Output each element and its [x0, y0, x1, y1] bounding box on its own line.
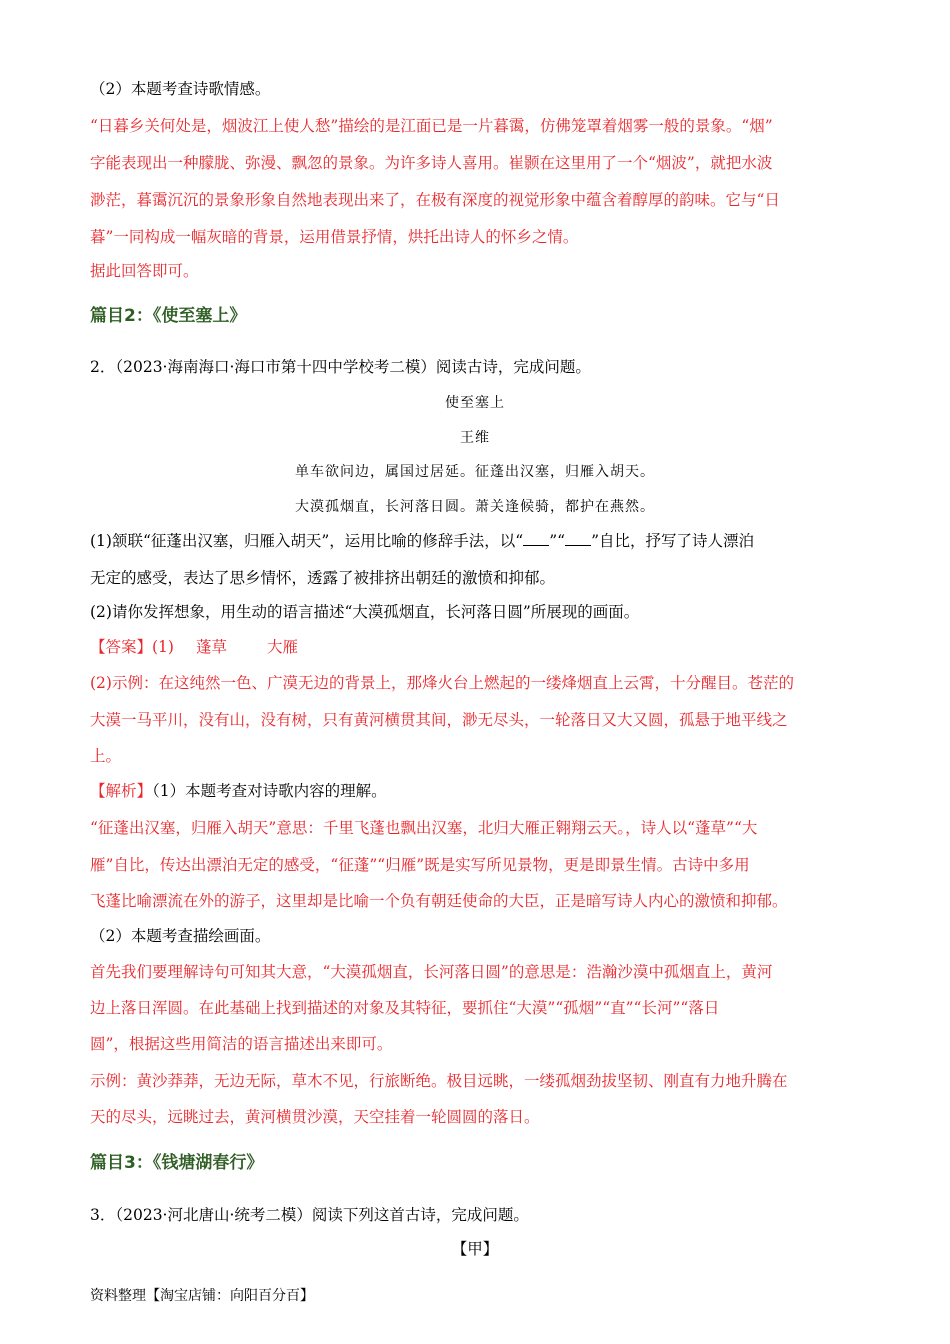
answer-blank[interactable] [523, 531, 549, 546]
analysis-text-line: “征蓬出汉塞，归雁入胡天”意思：千里飞蓬也飘出汉塞，北归大雁正翱翔云天。，诗人以“蓬草”“大 [90, 819, 758, 837]
answer-item: 蓬草 [195, 638, 227, 656]
analysis-text-line: 首先我们要理解诗句可知其大意，“大漠孤烟直，长河落日圆”的意思是：浩瀚沙漠中孤烟直上，黄河 [90, 963, 773, 981]
answer-text-line: 上。 [90, 747, 122, 765]
analysis-text-line: 边上落日浑圆。在此基础上找到描述的对象及其特征，要抓住“大漠”“孤烟”“直”“长河”“落日 [90, 999, 720, 1017]
answer-blank[interactable] [565, 531, 591, 546]
analysis-text-line: 天的尽头，远眺过去，黄河横贯沙漠，天空挂着一轮圆圆的落日。 [90, 1108, 540, 1126]
section-heading-2: 篇目2：《使至塞上》 [90, 306, 247, 326]
analysis-conclusion: 据此回答即可。 [90, 262, 199, 280]
analysis-text-line: 暮”一同构成一幅灰暗的背景，运用借景抒情，烘托出诗人的怀乡之情。 [90, 228, 579, 246]
analysis-label: 【解析】 [90, 782, 153, 800]
answer-item: 大雁 [266, 638, 298, 656]
poem-line: 大漠孤烟直，长河落日圆。萧关逢候骑，都护在燕然。 [295, 499, 655, 515]
analysis-2-head: （2）本题考查描绘画面。 [90, 927, 271, 945]
sub-question-1-text: ”“ [549, 532, 566, 550]
question-2-intro: 2．（2023·海南海口·海口市第十四中学校考二模）阅读古诗，完成问题。 [90, 358, 591, 376]
answer-line [90, 636, 298, 658]
answer-text-line: (2)示例：在这纯然一色、广漠无边的背景上，那烽火台上燃起的一缕烽烟直上云霄，十分醒目。苍茫的 [90, 674, 794, 692]
sub-question-1-text: (1)颔联“征蓬出汉塞，归雁入胡天”，运用比喻的修辞手法，以“ [90, 532, 524, 550]
poem-label-jia: 【甲】 [451, 1240, 499, 1258]
section-heading-3: 篇目3：《钱塘湖春行》 [90, 1153, 264, 1173]
analysis-line [90, 780, 387, 802]
answer-label: 【答案】(1) [90, 638, 174, 656]
poem-line: 单车欲问边，属国过居延。征蓬出汉塞，归雁入胡天。 [295, 464, 655, 480]
poem-title: 使至塞上 [445, 395, 505, 411]
page-footer: 资料整理【淘宝店铺：向阳百分百】 [90, 1288, 314, 1304]
q2-analysis-head: （2）本题考查诗歌情感。 [90, 80, 271, 98]
poem-author: 王维 [460, 430, 490, 446]
sub-question-1-text: ”自比，抒写了诗人漂泊 [591, 532, 755, 550]
analysis-text-line: 字能表现出一种朦胧、弥漫、飘忽的景象。为许多诗人喜用。崔颢在这里用了一个“烟波”，就把水波 [90, 154, 773, 172]
analysis-text-line: 圆”，根据这些用简洁的语言描述出来即可。 [90, 1035, 393, 1053]
analysis-text-line: 示例：黄沙莽莽，无边无际，草木不见，行旅断绝。极目远眺，一缕孤烟劲拔坚韧、刚直有力地升腾在 [90, 1072, 788, 1090]
analysis-text-line: 渺茫，暮霭沉沉的景象形象自然地表现出来了，在极有深度的视觉形象中蕴含着醇厚的韵味。它与“日 [90, 191, 780, 209]
analysis-head: （1）本题考查对诗歌内容的理解。 [152, 782, 387, 800]
analysis-text-line: 飞蓬比喻漂流在外的游子，这里却是比喻一个负有朝廷使命的大臣，正是暗写诗人内心的激愤和抑郁。 [90, 892, 788, 910]
analysis-text-line: “日暮乡关何处是，烟波江上使人愁”描绘的是江面已是一片暮霭，仿佛笼罩着烟雾一般的景象。“烟” [90, 117, 773, 135]
sub-question-2: (2)请你发挥想象，用生动的语言描述“大漠孤烟直，长河落日圆”所展现的画面。 [90, 603, 640, 621]
analysis-text-line: 雁”自比，传达出漂泊无定的感受，“征蓬”“归雁”既是实写所见景物，更是即景生情。古诗中多用 [90, 856, 750, 874]
question-3-intro: 3．（2023·河北唐山·统考二模）阅读下列这首古诗，完成问题。 [90, 1206, 529, 1224]
sub-question-1-line2: 无定的感受，表达了思乡情怀，透露了被排挤出朝廷的激愤和抑郁。 [90, 569, 556, 587]
sub-question-1 [90, 530, 754, 552]
answer-text-line: 大漠一马平川，没有山，没有树，只有黄河横贯其间，渺无尽头，一轮落日又大又圆，孤悬于地平线之 [90, 711, 788, 729]
